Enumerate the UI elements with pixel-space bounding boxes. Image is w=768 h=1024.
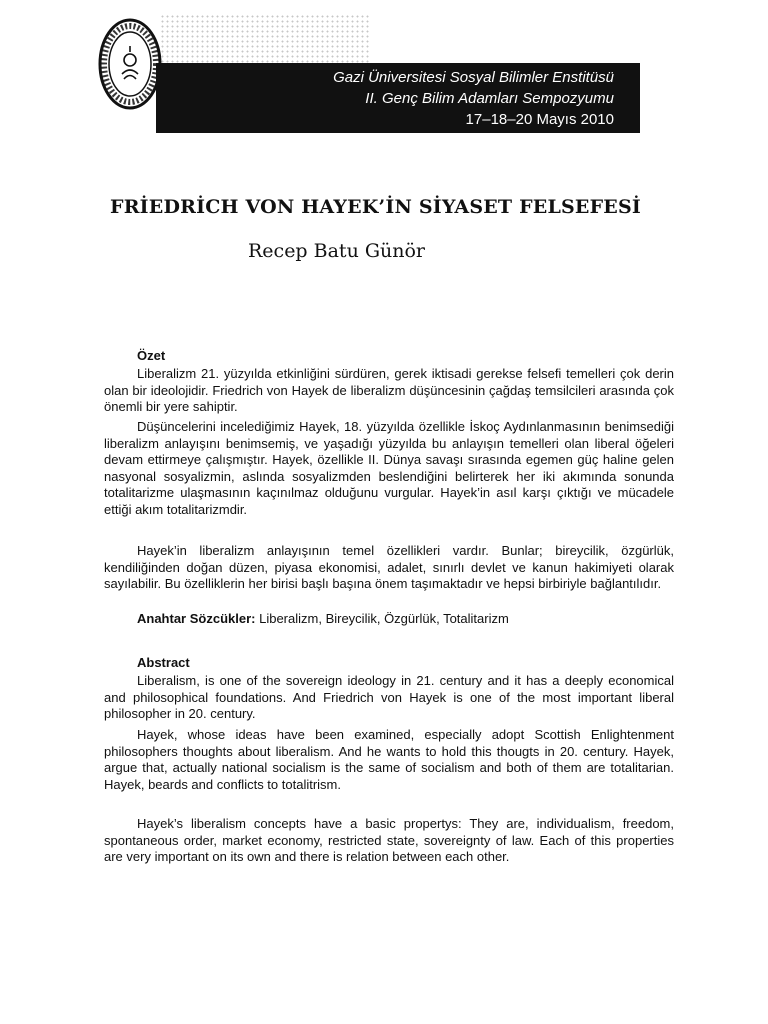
banner-dates: 17–18–20 Mayıs 2010: [465, 111, 614, 128]
banner-symposium-name: II. Genç Bilim Adamları Sempozyumu: [365, 90, 614, 107]
abstract-paragraph-3: Hayek’s liberalism concepts have a basic propertys: They are, individualism, freedom, spontaneous order, market economy, restricted state, sovereignty of law. Each of this properties are very important on its own and there is relation between each other.: [104, 816, 674, 865]
ozet-paragraph-1: Liberalizm 21. yüzyılda etkinliğini sürdüren, gerek iktisadi gerekse felsefi temelleri çok derin olan bir ideolojidir. Friedrich von Hayek de liberalizm düşüncesinin çağdaş temsilcileri arasında çok önemli bir yere sahiptir.: [104, 366, 674, 415]
paper-author: Recep Batu Günör: [248, 240, 426, 262]
paper-title: FRİEDRİCH VON HAYEK’İN SİYASET FELSEFESİ: [110, 196, 641, 218]
banner-institute-name: Gazi Üniversitesi Sosyal Bilimler Enstitüsü: [333, 69, 614, 86]
abstract-heading: Abstract: [137, 655, 190, 670]
ozet-heading: Özet: [137, 348, 166, 363]
conference-banner: [156, 63, 640, 133]
ozet-paragraph-3: Hayek’in liberalizm anlayışının temel özellikleri vardır. Bunlar; bireycilik, özgürlük, kendiliğinden doğan düzen, piyasa ekonomisi, adalet, sınırlı devlet ve kanun hakimiyeti olarak sayılabilir. Bu özelliklerin her birisi başlı başına önem taşımaktadır ve hepsi birbiriyle bağlantılıdır.: [104, 543, 674, 592]
keywords-line: [137, 611, 677, 628]
abstract-paragraph-2: Hayek, whose ideas have been examined, especially adopt Scottish Enlightenment philosophers thoughts about liberalism. And he wants to hold this thougts in 20. century. Hayek, argue that, actually national socialism is the same of socialism and both of them are totalitarian. Hayek, beards and conflicts to totalitrism.: [104, 727, 674, 792]
scan-speckle-texture: [160, 14, 370, 64]
keywords-label: Anahtar Sözcükler:: [137, 611, 256, 626]
university-seal-logo: [98, 12, 162, 116]
abstract-paragraph-1: Liberalism, is one of the sovereign ideology in 21. century and it has a deeply economical and philosophical foundations. And Friedrich von Hayek is one of the most important liberal philosopher in 20. century.: [104, 673, 674, 722]
keywords-list: Liberalizm, Bireycilik, Özgürlük, Totalitarizm: [255, 611, 509, 626]
seal-emblem-icon: [98, 12, 162, 116]
ozet-paragraph-2: Düşüncelerini incelediğimiz Hayek, 18. yüzyılda özellikle İskoç Aydınlanmasının benimsediği liberalizm anlayışını benimsemiş, ve yaşadığı yüzyılda bu anlayışın temelleri olan liberal öğeleri devam ettirmeye çalışmıştır. Hayek, özellikle II. Dünya savaşı sırasında egemen güç haline gelen nasyonal sosyalizmin, aslında sosyalizmden beslendiğini belirterek her iki akımında sonunda totalitarizme ulaşmasının kaçınılmaz olduğunu vurgular. Hayek’in asıl karşı çıktığı ve mücadele ettiği akım totalitarizmdir.: [104, 419, 674, 517]
